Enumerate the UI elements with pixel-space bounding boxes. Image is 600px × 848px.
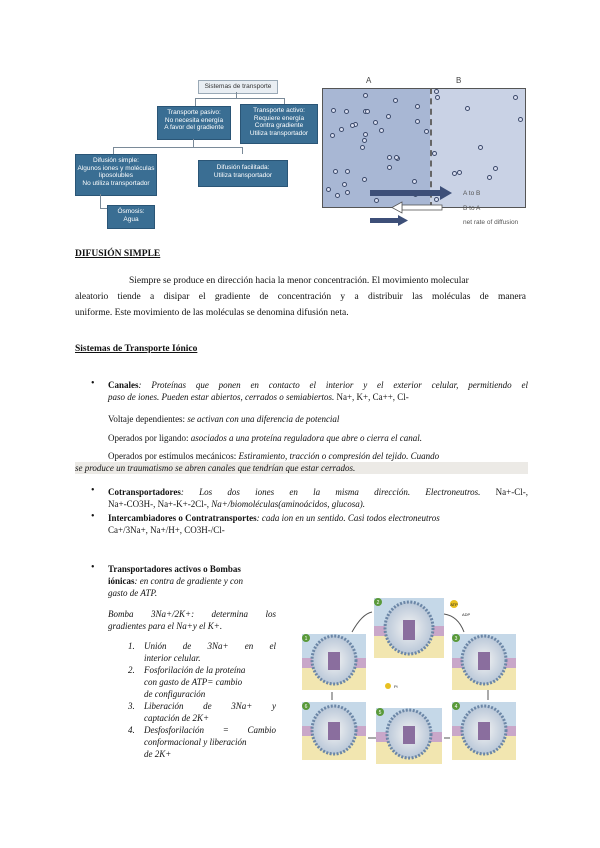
- molecule-dot: [360, 145, 365, 150]
- molecule-dot: [452, 171, 457, 176]
- molecule-dot: [386, 114, 391, 119]
- molecule-dot: [362, 138, 367, 143]
- canales-text2: paso de iones. Pueden estar abiertos, cerrados o semiabiertos.: [108, 392, 335, 402]
- pump-stage-2: [374, 598, 444, 658]
- legend-a-to-b: A to B: [463, 190, 481, 197]
- canales-ions: Na+, K+, Ca++, Cl-: [334, 392, 409, 402]
- cotrans-block: Cotransportadores: Los dos iones en la misma dirección. Electroneutros. Na+-Cl-, Na+-CO3H-, Na+-K+-2Cl-, Na+/biomoléculas(aminoácidos, glucosa).: [108, 487, 528, 509]
- bullet-icon: •: [91, 562, 95, 573]
- molecule-dot: [365, 109, 370, 114]
- molecule-dot: [518, 117, 523, 122]
- label-a: A: [366, 76, 372, 85]
- pump-stage-5: [376, 708, 442, 764]
- pump-stage-3: [452, 634, 516, 690]
- adp-label: ADP: [462, 612, 471, 617]
- molecule-dot: [394, 155, 399, 160]
- arrow-b-to-a-icon: [392, 202, 442, 213]
- molecule-dot: [465, 106, 470, 111]
- molecule-dot: [342, 182, 347, 187]
- cm-line: [195, 98, 196, 106]
- step-item: 3. Liberación de 3Na+ y captación de 2K+: [128, 701, 276, 723]
- label-b: B: [456, 76, 462, 85]
- molecule-dot: [424, 129, 429, 134]
- cm-line: [195, 98, 285, 99]
- cm-osmosis: Ósmosis: Agua: [107, 205, 155, 229]
- atp-label: ATP: [450, 602, 458, 607]
- molecule-dot: [363, 132, 368, 137]
- molecule-dot: [345, 190, 350, 195]
- molecule-dot: [387, 155, 392, 160]
- cycle-arrow-icon: [352, 612, 372, 632]
- inter-block: Intercambiadores o Contratransportes: cada ion en un sentido. Casi todos electroneutros Ca+/3Na+, Na+/H+, CO3H-/Cl-: [108, 513, 440, 535]
- bullet-icon: •: [91, 511, 95, 522]
- cm-line: [242, 147, 243, 154]
- molecule-dot: [326, 187, 331, 192]
- step-num: 3: [454, 636, 458, 642]
- pump-stage-6: [302, 702, 366, 760]
- cm-line: [113, 147, 243, 148]
- para-line: Siempre se produce en dirección hacia la menor concentración. El movimiento molecular: [129, 276, 469, 286]
- molecule-dot: [478, 145, 483, 150]
- cm-facilitated: Difusión facilitada: Utiliza transportador: [198, 160, 288, 187]
- molecule-dot: [487, 175, 492, 180]
- pump-stage-1: [302, 634, 366, 690]
- para-line: uniforme. Este movimiento de las moléculas se denomina difusión neta.: [75, 308, 349, 318]
- cm-line: [193, 139, 194, 147]
- molecule-dot: [363, 93, 368, 98]
- pump-steps: [128, 640, 276, 760]
- canales-text: : Proteínas que ponen en contacto el interior y el exterior celular, permitiendo el: [138, 380, 528, 390]
- section-title-transporte-ionico: Sistemas de Transporte Iónico: [75, 344, 198, 354]
- pump-stage-4: [452, 702, 516, 760]
- step-num: 4: [454, 704, 458, 710]
- molecule-dot: [345, 169, 350, 174]
- bombas-block: Transportadores activos o Bombas iónicas: en contra de gradiente y con gasto de ATP.: [108, 564, 243, 598]
- molecule-dot: [387, 165, 392, 170]
- molecule-dot: [333, 169, 338, 174]
- molecule-dot: [432, 151, 437, 156]
- legend-b-to-a: B to A: [463, 205, 481, 212]
- na-k-pump-figure: [292, 588, 524, 768]
- pi-label: Pi: [394, 684, 398, 689]
- mecanicos-block: Operados por estímulos mecánicos: Estiramiento, tracción o compresión del tejido. Cuando se produce un traumatismo se abren canales que tendrían que estar cerrados.: [75, 450, 528, 474]
- arrow-net-icon: [370, 215, 408, 226]
- arrow-a-to-b-icon: [370, 186, 452, 200]
- para-line: aleatorio tiende a disipar el gradiente de concentración y a distribuir las moléculas de manera: [75, 292, 526, 302]
- molecule-dot: [344, 109, 349, 114]
- bullet-icon: •: [91, 485, 95, 496]
- cm-active: Transporte activo: Requiere energía Contra gradiente Utiliza transportador: [240, 104, 318, 144]
- molecule-dot: [350, 123, 355, 128]
- molecule-dot: [362, 177, 367, 182]
- molecule-dot: [339, 127, 344, 132]
- legend-net: net rate of diffusion: [463, 219, 519, 226]
- canales-block: [108, 379, 528, 403]
- molecule-dot: [434, 89, 439, 94]
- cm-passive: Transporte pasivo: No necesita energía A favor del gradiente: [157, 106, 231, 140]
- cm-root: Sistemas de transporte: [198, 80, 278, 94]
- molecule-dot: [335, 193, 340, 198]
- step-num: 2: [376, 600, 380, 606]
- molecule-dot: [373, 120, 378, 125]
- bullet-icon: •: [91, 378, 95, 389]
- section-title-difusion-simple: DIFUSIÓN SIMPLE: [75, 249, 161, 259]
- voltaje-line: Voltaje dependientes: se activan con una diferencia de potencial: [108, 414, 340, 424]
- step-num: 1: [304, 636, 308, 642]
- molecule-dot: [393, 98, 398, 103]
- difusion-paragraph: [75, 273, 526, 321]
- step-item: 2. Fosforilación de la proteína con gasto de ATP= cambio de configuración: [128, 665, 246, 699]
- molecule-dot: [457, 170, 462, 175]
- step-num: 6: [304, 704, 308, 710]
- step-item: 4. Desfosforilación = Cambio conformacional y liberación de 2K+: [128, 725, 276, 759]
- molecule-dot: [415, 119, 420, 124]
- bomba-intro: Bomba 3Na+/2K+: determina los gradientes para el Na+y el K+.: [108, 609, 276, 631]
- cm-simple: Difusión simple: Algunos iones y moléculas liposolubles No utiliza transportador: [75, 154, 157, 196]
- molecule-dot: [415, 104, 420, 109]
- molecule-dot: [412, 179, 417, 184]
- cycle-arrow-icon: [444, 614, 464, 632]
- cm-line: [113, 147, 114, 154]
- canales-label: Canales: [108, 380, 139, 390]
- diffusion-arrows: [368, 186, 458, 228]
- ligando-line: Operados por ligando: asociados a una proteína reguladora que abre o cierra el canal.: [108, 433, 422, 443]
- molecule-dot: [513, 95, 518, 100]
- molecule-dot: [330, 133, 335, 138]
- step-num: 5: [378, 710, 382, 716]
- cm-line: [100, 194, 101, 208]
- step-item: 1. Unión de 3Na+ en el interior celular.: [128, 641, 276, 663]
- molecule-dot: [331, 108, 336, 113]
- molecule-dot: [435, 95, 440, 100]
- molecule-dot: [493, 166, 498, 171]
- molecule-dot: [379, 128, 384, 133]
